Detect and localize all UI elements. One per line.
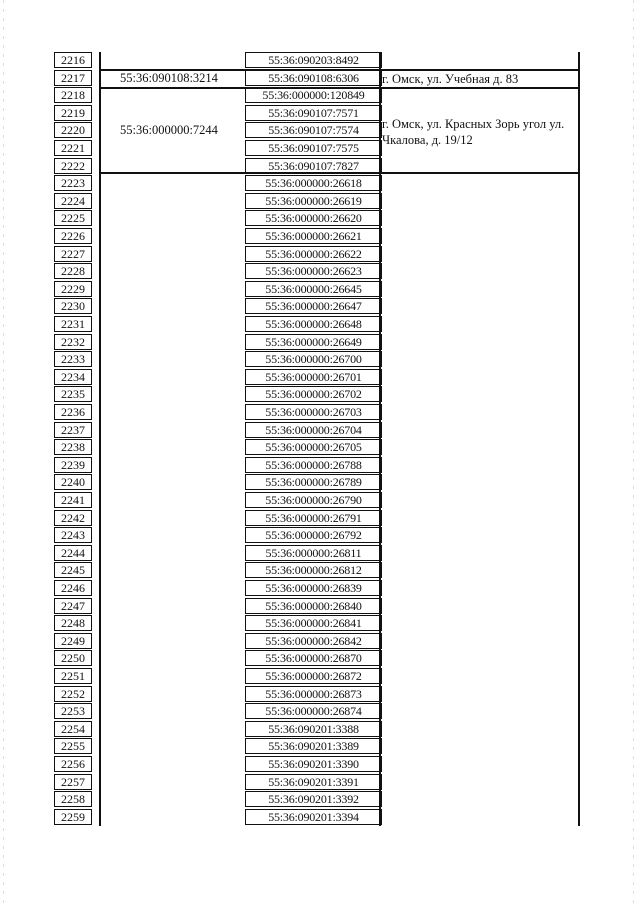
cadastral-number: 55:36:000000:26811: [245, 545, 382, 561]
row-number: 2228: [54, 263, 92, 279]
cadastral-number: 55:36:090107:7827: [245, 158, 382, 174]
row-number: 2248: [54, 615, 92, 631]
cadastral-number: 55:36:000000:26621: [245, 228, 382, 244]
cadastral-number: 55:36:000000:26648: [245, 316, 382, 332]
row-number: 2235: [54, 386, 92, 402]
scan-edge-right: [633, 0, 634, 905]
cadastral-number: 55:36:000000:26872: [245, 668, 382, 684]
row-number: 2222: [54, 158, 92, 174]
cadastral-number: 55:36:000000:26647: [245, 298, 382, 314]
cadastral-number: 55:36:000000:26841: [245, 615, 382, 631]
row-number: 2218: [54, 87, 92, 103]
row-number: 2241: [54, 492, 92, 508]
row-number: 2219: [54, 105, 92, 121]
cadastral-number: 55:36:000000:26840: [245, 598, 382, 614]
row-number: 2231: [54, 316, 92, 332]
cadastral-number: 55:36:000000:26812: [245, 562, 382, 578]
cadastral-number: 55:36:000000:26874: [245, 703, 382, 719]
group-parcel: 55:36:090108:3214: [120, 71, 218, 85]
row-number: 2216: [54, 52, 92, 68]
cadastral-number: 55:36:000000:26705: [245, 439, 382, 455]
cadastral-number: 55:36:000000:26839: [245, 580, 382, 596]
row-number: 2237: [54, 422, 92, 438]
cadastral-number: 55:36:090107:7575: [245, 140, 382, 156]
row-number: 2233: [54, 351, 92, 367]
row-number: 2221: [54, 140, 92, 156]
cadastral-number: 55:36:090107:7571: [245, 105, 382, 121]
cadastral-number: 55:36:000000:26645: [245, 281, 382, 297]
row-number: 2246: [54, 580, 92, 596]
row-number: 2249: [54, 633, 92, 649]
row-number: 2242: [54, 510, 92, 526]
row-number: 2253: [54, 703, 92, 719]
cadastral-number: 55:36:000000:26619: [245, 193, 382, 209]
cadastral-number: 55:36:000000:26873: [245, 686, 382, 702]
cadastral-number: 55:36:000000:26703: [245, 404, 382, 420]
cadastral-number: 55:36:000000:26842: [245, 633, 382, 649]
cadastral-number: 55:36:000000:26792: [245, 527, 382, 543]
row-number: 2236: [54, 404, 92, 420]
row-number: 2243: [54, 527, 92, 543]
group-parcel: 55:36:000000:7244: [120, 123, 218, 137]
cadastral-number: 55:36:090201:3392: [245, 791, 382, 807]
group-address: г. Омск, ул. Красных Зорь угол ул. Чкалова, д. 19/12: [382, 117, 565, 147]
cadastral-number: 55:36:000000:26622: [245, 246, 382, 262]
row-number: 2251: [54, 668, 92, 684]
cadastral-number: 55:36:000000:26791: [245, 510, 382, 526]
cadastral-number: 55:36:000000:26704: [245, 422, 382, 438]
row-number: 2252: [54, 686, 92, 702]
cadastral-number: 55:36:090108:6306: [245, 70, 382, 86]
cadastral-number: 55:36:000000:26788: [245, 457, 382, 473]
cadastral-number: 55:36:090201:3389: [245, 738, 382, 754]
cadastral-number: 55:36:000000:26790: [245, 492, 382, 508]
row-number: 2238: [54, 439, 92, 455]
row-number: 2244: [54, 545, 92, 561]
group-address: г. Омск, ул. Учебная д. 83: [382, 72, 519, 86]
cadastral-number: 55:36:000000:26701: [245, 369, 382, 385]
cadastral-number: 55:36:000000:26620: [245, 210, 382, 226]
row-number: 2239: [54, 457, 92, 473]
row-number: 2259: [54, 809, 92, 825]
row-number: 2232: [54, 334, 92, 350]
row-number: 2250: [54, 650, 92, 666]
row-number: 2255: [54, 738, 92, 754]
row-number: 2234: [54, 369, 92, 385]
row-number: 2225: [54, 210, 92, 226]
row-number: 2254: [54, 721, 92, 737]
scan-edge-left: [3, 0, 4, 905]
row-number: 2257: [54, 774, 92, 790]
cadastral-number: 55:36:000000:26623: [245, 263, 382, 279]
cadastral-number: 55:36:090203:8492: [245, 52, 382, 68]
cadastral-number: 55:36:000000:26618: [245, 175, 382, 191]
cadastral-number: 55:36:000000:26700: [245, 351, 382, 367]
row-number: 2223: [54, 175, 92, 191]
row-number: 2245: [54, 562, 92, 578]
cadastral-number: 55:36:090201:3391: [245, 774, 382, 790]
row-number: 2240: [54, 474, 92, 490]
table-divider: [99, 52, 101, 826]
cadastral-number: 55:36:000000:26870: [245, 650, 382, 666]
row-number: 2220: [54, 122, 92, 138]
row-number: 2224: [54, 193, 92, 209]
row-number: 2230: [54, 298, 92, 314]
row-number: 2247: [54, 598, 92, 614]
row-number: 2227: [54, 246, 92, 262]
row-number: 2256: [54, 756, 92, 772]
cadastral-number: 55:36:090201:3390: [245, 756, 382, 772]
cadastral-number: 55:36:090201:3388: [245, 721, 382, 737]
cadastral-number: 55:36:000000:26702: [245, 386, 382, 402]
row-number: 2226: [54, 228, 92, 244]
cadastral-number: 55:36:000000:26789: [245, 474, 382, 490]
cadastral-number: 55:36:090201:3394: [245, 809, 382, 825]
row-number: 2258: [54, 791, 92, 807]
table-divider: [578, 52, 580, 826]
cadastral-number: 55:36:090107:7574: [245, 122, 382, 138]
row-number: 2229: [54, 281, 92, 297]
cadastral-number: 55:36:000000:120849: [245, 87, 382, 103]
cadastral-number: 55:36:000000:26649: [245, 334, 382, 350]
row-number: 2217: [54, 70, 92, 86]
